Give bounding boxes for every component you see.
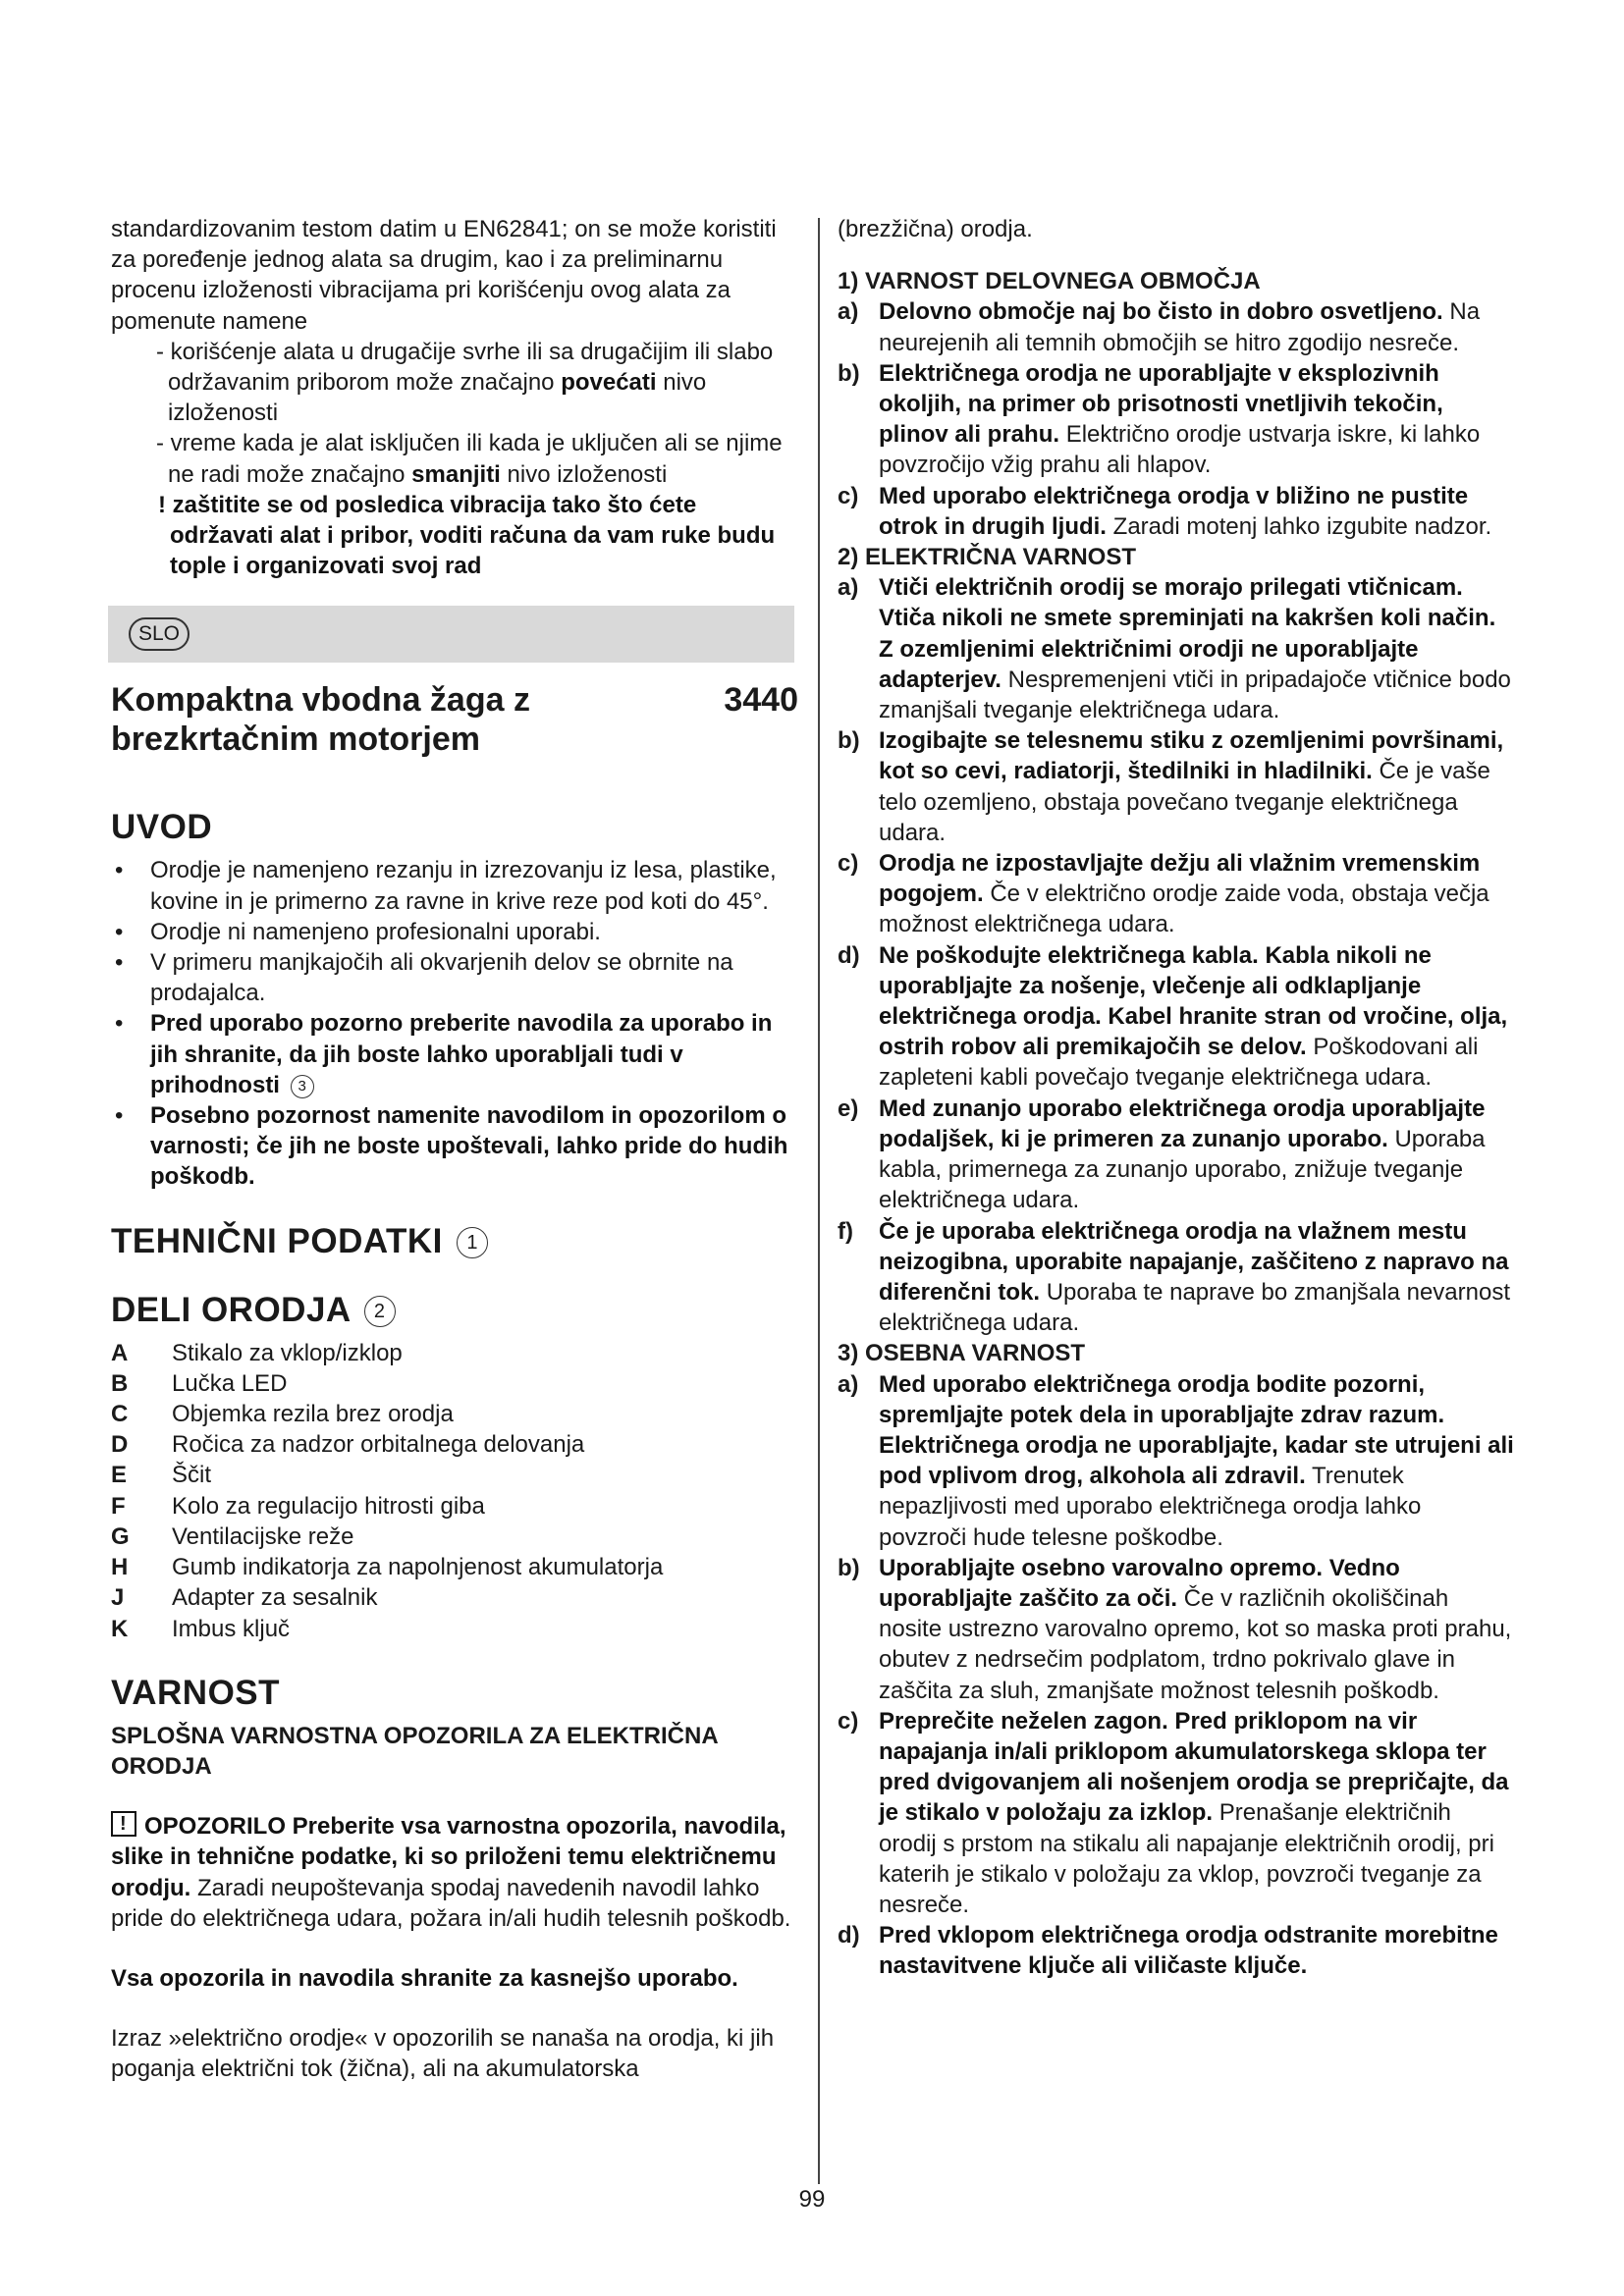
dash-item-2-end: nivo izloženosti	[500, 460, 668, 488]
product-title-row	[111, 680, 798, 759]
bold-bullet-text: Pred uporabo pozorno preberite navodila za uporabo in jih shranite, da jih boste lahko uporabljali tudi v prihodnosti	[150, 1010, 773, 1098]
part-key: B	[111, 1369, 129, 1397]
part-row	[111, 1460, 798, 1490]
tech-heading-text: TEHNIČNI PODATKI	[111, 1221, 443, 1260]
dash-item-1-end: nivo izloženosti	[168, 369, 707, 427]
part-row	[111, 1399, 798, 1429]
item-label: a)	[838, 574, 859, 602]
term-paragraph: Izraz »električno orodje« v opozorilih se nanaša na orodja, ki jih poganja električni tok (žična), ali na akumulatorska	[111, 2025, 775, 2083]
page-number: 99	[798, 2186, 826, 2213]
part-key: F	[111, 1492, 126, 1520]
item-bold: Med uporabo električnega orodja bodite pozorni, spremljajte potek dela in uporabljajte zdrav razum. Električnega orodja ne uporabljajte, kadar ste utrujeni ali pod vplivom drog, alkohola ali zdravil.	[879, 1370, 1514, 1490]
safety-item	[838, 1216, 1515, 1339]
part-label: Imbus ključ	[172, 1615, 291, 1642]
item-text: Prenašanje električnih orodij s prstom na stikalu ali napajanje električnih orodij, pri katerih je stikalo v položaju za vklop, povzroči tveganje za nesreče.	[879, 1799, 1494, 1918]
item-bold: Če je uporaba električnega orodja na vlažnem mestu neizogibna, uporabite napajanje, zaščiteno z napravo na diferenčni tok.	[879, 1217, 1509, 1306]
item-text: Če v električno orodje zaide voda, obstaja večja možnost električnega udara.	[879, 881, 1489, 938]
item-bold: Električnega orodja ne uporabljajte v eksplozivnih okoljih, na primer ob prisotnosti vnetljivih tekočin, plinov ali prahu.	[879, 359, 1443, 449]
part-row	[111, 1491, 798, 1522]
intro-paragraph: standardizovanim testom datim u EN62841; on se može koristiti za poređenje jednog alata sa drugim, kao i za preliminarnu procenu izloženosti vibracijama pri korišćenju ovog alata za pomenute namene	[111, 216, 777, 335]
list-item: • Orodje je namenjeno rezanju in izrezovanju iz lesa, plastike, kovine in je primerno za ravne in krive reze pod koti do 45°.	[111, 855, 798, 916]
general-warning-text: Zaradi neupoštevanja spodaj navedenih navodil lahko pride do električnega udara, požara in/ali hudih telesnih poškodb.	[111, 1874, 791, 1932]
item-bold: Vtiči električnih orodij se morajo prilegati vtičnicam. Vtiča nikoli ne smete spreminjati na kakršen koli način. Z ozemljenimi električnimi orodji ne uporabljajte adapterjev.	[879, 574, 1496, 693]
item-bold: Uporabljajte osebno varovalno opremo. Vedno uporabljajte zaščito za oči.	[879, 1554, 1400, 1612]
safety-item	[838, 572, 1515, 725]
dash-item-1-text: - korišćenje alata u drugačije svrhe ili sa drugačijim ili slabo održavanim priborom može značajno	[156, 338, 774, 397]
item-label: b)	[838, 727, 860, 755]
item-bold: Pred vklopom električnega orodja odstranite morebitne nastavitvene ključe ali viličaste ključe.	[879, 1922, 1498, 1980]
item-text: Zaradi motenj lahko izgubite nadzor.	[1106, 512, 1492, 540]
part-row	[111, 1552, 798, 1582]
vibration-warning	[111, 490, 798, 582]
parts-heading-text: DELI ORODJA	[111, 1290, 351, 1329]
uvod-bullets	[111, 855, 798, 1192]
product-title: Kompaktna vbodna žaga z brezkrtačnim motorjem	[111, 681, 530, 759]
part-row	[111, 1614, 798, 1644]
general-warning	[111, 1811, 798, 1934]
part-label: Lučka LED	[172, 1369, 288, 1397]
part-key: G	[111, 1522, 130, 1550]
part-label: Ročica za nadzor orbitalnega delovanja	[172, 1431, 585, 1459]
dash-item-2-bold: smanjiti	[411, 460, 501, 488]
item-text: Električno orodje ustvarja iskre, ki lahko povzročijo vžig prahu ali hlapov.	[879, 421, 1481, 479]
item-text: Poškodovani ali zapleteni kabli povečajo tveganje električnega udara.	[879, 1034, 1479, 1092]
dash-item-1-bold: povećati	[561, 369, 657, 397]
item-bold: Orodja ne izpostavljajte dežju ali vlažnim vremenskim pogojem.	[879, 850, 1481, 908]
figure-ref-1: 1	[457, 1227, 488, 1258]
item-label: a)	[838, 298, 859, 326]
keep-instructions	[111, 1963, 798, 1994]
safety-item	[838, 1706, 1515, 1920]
item-label: c)	[838, 850, 859, 878]
part-key: J	[111, 1584, 125, 1612]
column-divider	[818, 218, 820, 2184]
part-row	[111, 1368, 798, 1399]
parts-heading	[111, 1291, 798, 1330]
safety-item	[838, 358, 1515, 481]
parts-list	[111, 1338, 798, 1644]
list-item	[111, 1008, 798, 1100]
continuation-text: (brezžična) orodja.	[838, 216, 1033, 242]
list-item	[111, 1100, 798, 1193]
vibration-warning-text: ! zaštitite se od posledica vibracija tako što ćete održavati alat i pribor, voditi računa da vam ruke budu tople i organizovati svoj rad	[158, 491, 776, 580]
item-label: e)	[838, 1095, 859, 1122]
list-item: • V primeru manjkajočih ali okvarjenih delov se obrnite na prodajalca.	[111, 947, 798, 1008]
bold-bullet-text: Posebno pozornost namenite navodilom in opozorilom o varnosti; če jih ne boste upoštevali, lahko pride do hudih poškodb.	[150, 1102, 788, 1191]
keep-instructions-text: Vsa opozorila in navodila shranite za kasnejšo uporabo.	[111, 1964, 738, 1992]
item-text: Trenutek nepazljivosti med uporabo električnega orodja lahko povzroči hude telesne poškodbe.	[879, 1463, 1422, 1551]
safety-item	[838, 481, 1515, 542]
part-label: Ščit	[172, 1462, 212, 1489]
item-label: d)	[838, 1922, 860, 1949]
item-text: Uporaba te naprave bo zmanjšala nevarnost električnega udara.	[879, 1278, 1510, 1337]
safety-item	[838, 848, 1515, 940]
item-text: Če je vaše telo ozemljeno, obstaja povečano tveganje električnega udara.	[879, 758, 1490, 846]
part-label: Adapter za sesalnik	[172, 1584, 378, 1612]
safety-item	[838, 1553, 1515, 1706]
safety-item	[838, 296, 1515, 357]
part-label: Kolo za regulacijo hitrosti giba	[172, 1492, 485, 1520]
language-badge: SLO	[129, 617, 189, 651]
item-text: Uporaba kabla, primernega za zunanjo uporabo, znižuje tveganje električnega udara.	[879, 1125, 1486, 1214]
part-row	[111, 1429, 798, 1460]
right-column	[838, 214, 1515, 1982]
item-bold: Izogibajte se telesnemu stiku z ozemljenimi površinami, kot so cevi, radiatorji, štedilniki in hladilniki.	[879, 727, 1504, 785]
safety-item	[838, 1920, 1515, 1981]
item-text: Če v različnih okoliščinah nosite ustrezno varovalno opremo, kot so maska proti prahu, obutev z nedrsečim podplatom, trdno pokrivalo glave in zaščita za sluh, zmanjšate možnost telesnih poškodb.	[879, 1584, 1512, 1704]
part-label: Stikalo za vklop/izklop	[172, 1339, 403, 1366]
item-bold: Med uporabo električnega orodja v bližino ne pustite otrok in drugih ljudi.	[879, 482, 1469, 540]
dash-item-2	[111, 428, 798, 489]
section-3-heading: 3) OSEBNA VARNOST	[838, 1340, 1086, 1367]
item-text: Nespremenjeni vtiči in pripadajoče vtičnice bodo zmanjšali tveganje električnega udara.	[879, 666, 1511, 724]
section-1-heading: 1) VARNOST DELOVNEGA OBMOČJA	[838, 268, 1261, 295]
item-bold: Preprečite neželen zagon. Pred priklopom na vir napajanja in/ali priklopom akumulatorskega sklopa ter pred dvigovanjem ali nošenjem orodja se prepričajte, da je stikalo v položaju za izklop.	[879, 1707, 1509, 1827]
item-label: d)	[838, 941, 860, 969]
part-row	[111, 1338, 798, 1368]
part-key: A	[111, 1339, 129, 1366]
left-column	[111, 214, 798, 2085]
warning-icon	[111, 1811, 136, 1837]
list-item: • Orodje ni namenjeno profesionalni uporabi.	[111, 917, 798, 947]
safety-heading: VARNOST	[111, 1673, 281, 1712]
part-label: Objemka rezila brez orodja	[172, 1401, 454, 1428]
safety-item	[838, 1094, 1515, 1216]
general-warning-bold: OPOZORILO Preberite vsa varnostna opozorila, navodila, slike in tehnične podatke, ki so priloženi temu električnemu orodju.	[111, 1813, 786, 1901]
item-label: b)	[838, 1554, 860, 1581]
section-2-heading: 2) ELEKTRIČNA VARNOST	[838, 544, 1137, 571]
part-key: E	[111, 1462, 128, 1489]
uvod-heading: UVOD	[111, 808, 213, 847]
part-key: C	[111, 1401, 129, 1428]
item-label: b)	[838, 359, 860, 387]
safety-item	[838, 940, 1515, 1094]
part-key: H	[111, 1554, 129, 1581]
part-label: Ventilacijske reže	[172, 1522, 354, 1550]
safety-item	[838, 1369, 1515, 1553]
dash-item-1	[111, 337, 798, 429]
item-label: c)	[838, 482, 859, 509]
part-key: D	[111, 1431, 129, 1459]
part-key: K	[111, 1615, 129, 1642]
safety-subheading: SPLOŠNA VARNOSTNA OPOZORILA ZA ELEKTRIČNA ORODJA	[111, 1722, 718, 1780]
item-text: Na neurejenih ali temnih območjih se hitro zgodijo nesreče.	[879, 298, 1481, 356]
dash-item-2-text: - vreme kada je alat isključen ili kada je uključen ali se njime ne radi može značajno	[156, 430, 783, 488]
part-label: Gumb indikatorja za napolnjenost akumulatorja	[172, 1554, 664, 1581]
safety-item	[838, 725, 1515, 848]
item-label: a)	[838, 1370, 859, 1398]
item-bold: Ne poškodujte električnega kabla. Kabla nikoli ne uporabljajte za nošenje, vlečenje ali odklapljanje električnega orodja. Kabel hranite stran od vročine, olja, ostrih robov ali premikajočih se delov.	[879, 941, 1508, 1061]
figure-ref-2: 2	[364, 1296, 396, 1327]
item-bold: Med zunanjo uporabo električnega orodja uporabljajte podaljšek, ki je primeren za zunanjo uporabo.	[879, 1095, 1486, 1152]
figure-ref-3: 3	[291, 1075, 314, 1098]
item-bold: Delovno območje naj bo čisto in dobro osvetljeno.	[879, 298, 1443, 326]
language-band	[108, 606, 794, 663]
part-row	[111, 1582, 798, 1613]
product-number: 3440	[724, 681, 798, 720]
item-label: c)	[838, 1707, 859, 1735]
item-label: f)	[838, 1217, 853, 1245]
tech-heading	[111, 1222, 798, 1261]
part-row	[111, 1522, 798, 1552]
